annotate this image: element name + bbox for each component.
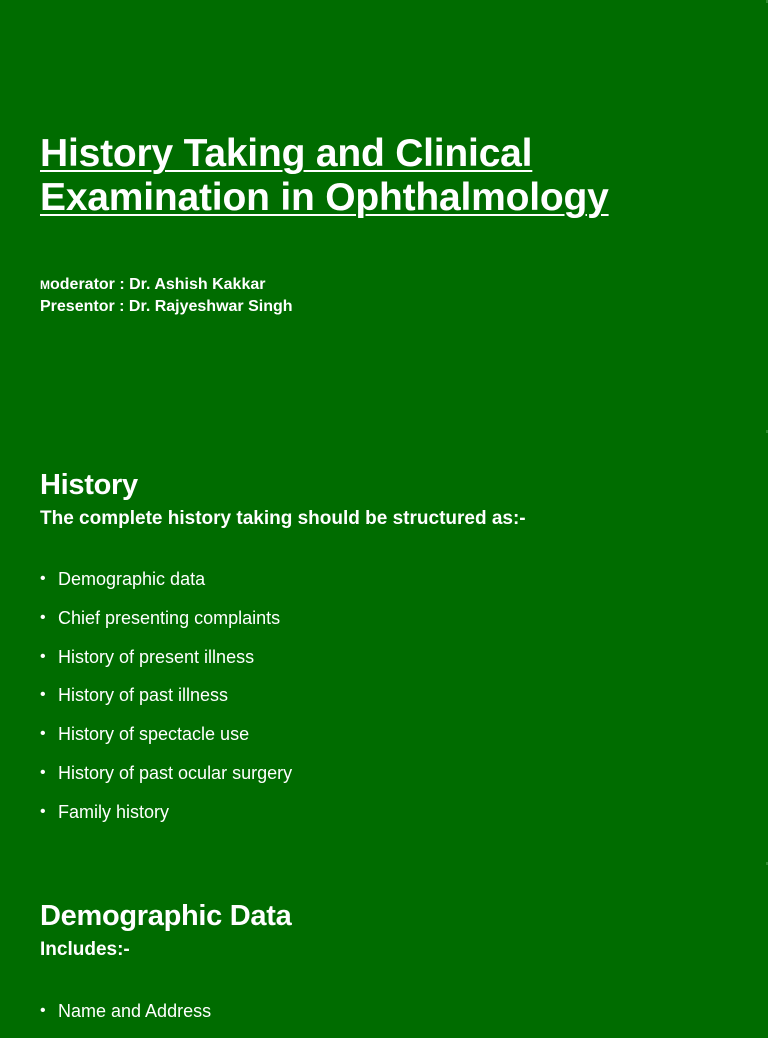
bullet-icon: • — [40, 1002, 46, 1019]
list-item-text: Chief presenting complaints — [58, 607, 281, 628]
moderator-initial: M — [40, 278, 50, 292]
list-item — [40, 683, 292, 707]
list-item-text: History of present illness — [58, 646, 255, 667]
demographic-slide — [0, 864, 768, 1024]
moderator-text: oderator : Dr. Ashish Kakkar — [50, 276, 266, 293]
list-item — [40, 645, 292, 669]
list-item — [40, 999, 211, 1023]
bullet-icon: • — [40, 725, 46, 743]
bullet-icon: • — [40, 686, 46, 704]
bullet-icon: • — [40, 647, 46, 665]
moderator-line — [40, 274, 293, 296]
history-bullet-list — [40, 567, 292, 839]
title-line-1: History Taking and Clinical — [40, 132, 533, 175]
history-subheading: The complete history taking should be structured as:- — [40, 508, 526, 529]
bullet-icon: • — [40, 802, 46, 820]
list-item-text: History of spectacle use — [58, 724, 250, 745]
list-item — [40, 606, 292, 630]
history-heading: History — [40, 469, 138, 501]
demographic-bullet-list — [40, 999, 211, 1038]
bullet-icon: • — [40, 570, 46, 587]
list-item-text: Name and Address — [58, 1001, 212, 1021]
demographic-heading: Demographic Data — [40, 900, 292, 932]
title-line-2: Examination in Ophthalmology — [40, 176, 609, 219]
list-item — [40, 761, 292, 785]
demographic-subheading: Includes:- — [40, 939, 130, 960]
list-item — [40, 800, 292, 824]
title-slide — [0, 0, 768, 432]
presenter-credits — [40, 274, 293, 318]
presentation-title — [40, 132, 609, 220]
bullet-icon: • — [40, 608, 46, 626]
list-item-text: History of past ocular surgery — [58, 762, 293, 783]
list-item-text: Demographic data — [58, 569, 206, 589]
history-slide — [0, 432, 768, 864]
list-item-text: Family history — [58, 801, 170, 822]
presentor-line: Presentor : Dr. Rajyeshwar Singh — [40, 298, 293, 315]
bullet-icon: • — [40, 763, 46, 781]
list-item — [40, 722, 292, 746]
list-item-text: History of past illness — [58, 685, 229, 706]
list-item — [40, 567, 292, 591]
